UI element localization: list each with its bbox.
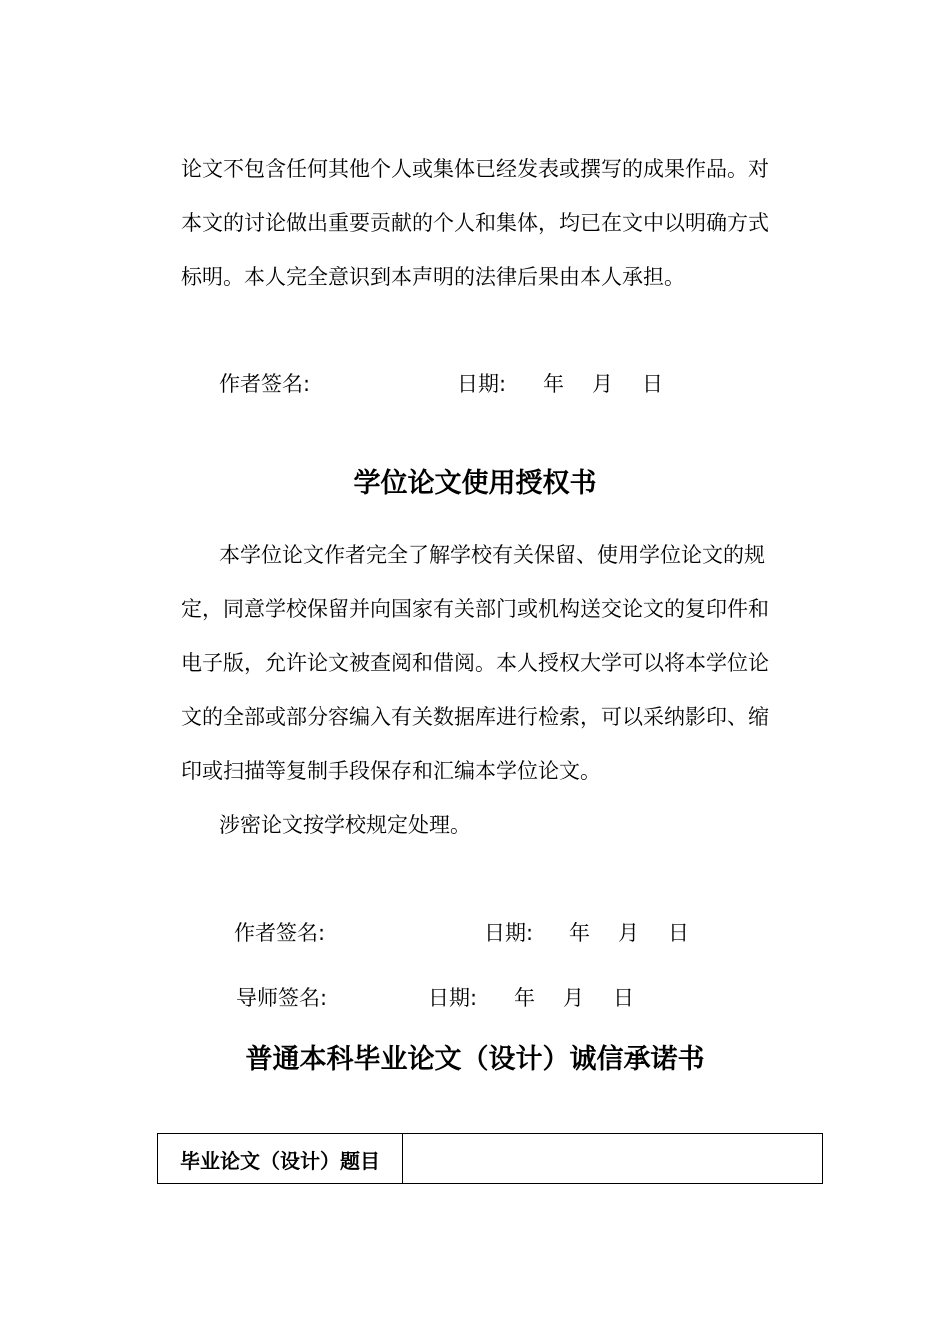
paragraph-line: 印或扫描等复制手段保存和汇编本学位论文。: [181, 759, 601, 783]
month-label: 月: [563, 986, 584, 1010]
author-signature-label: 作者签名:: [234, 921, 326, 945]
topic-value-cell[interactable]: [403, 1134, 823, 1184]
topic-label-cell: 毕业论文（设计）题目: [158, 1134, 403, 1184]
paragraph-line: 文的全部或部分容编入有关数据库进行检索，可以采纳影印、缩: [181, 705, 769, 729]
paragraph-line: 本文的讨论做出重要贡献的个人和集体，均已在文中以明确方式: [181, 211, 769, 235]
year-label: 年: [543, 372, 564, 396]
advisor-signature-label: 导师签名:: [236, 986, 328, 1010]
date-label: 日期:: [457, 372, 507, 396]
paragraph-line: 电子版，允许论文被查阅和借阅。本人授权大学可以将本学位论: [181, 651, 769, 675]
paragraph-line: 论文不包含任何其他个人或集体已经发表或撰写的成果作品。对: [181, 157, 769, 181]
day-label: 日: [613, 986, 634, 1010]
month-label: 月: [618, 921, 639, 945]
paragraph-line: 标明。本人完全意识到本声明的法律后果由本人承担。: [181, 265, 685, 289]
pledge-table: [157, 1133, 823, 1184]
authorization-title: 学位论文使用授权书: [353, 468, 597, 499]
date-label: 日期:: [484, 921, 534, 945]
paragraph-line: 本学位论文作者完全了解学校有关保留、使用学位论文的规: [219, 543, 765, 567]
paragraph-line: 定，同意学校保留并向国家有关部门或机构送交论文的复印件和: [181, 597, 769, 621]
month-label: 月: [592, 372, 613, 396]
author-signature-label: 作者签名:: [219, 372, 311, 396]
year-label: 年: [569, 921, 590, 945]
day-label: 日: [642, 372, 663, 396]
day-label: 日: [668, 921, 689, 945]
year-label: 年: [514, 986, 535, 1010]
declaration-paragraph: [181, 142, 821, 304]
authorization-paragraph: [181, 528, 821, 852]
table-row: [158, 1134, 823, 1184]
date-label: 日期:: [428, 986, 478, 1010]
confidential-note: 涉密论文按学校规定处理。: [219, 813, 471, 837]
pledge-title: 普通本科毕业论文（设计）诚信承诺书: [245, 1044, 705, 1075]
